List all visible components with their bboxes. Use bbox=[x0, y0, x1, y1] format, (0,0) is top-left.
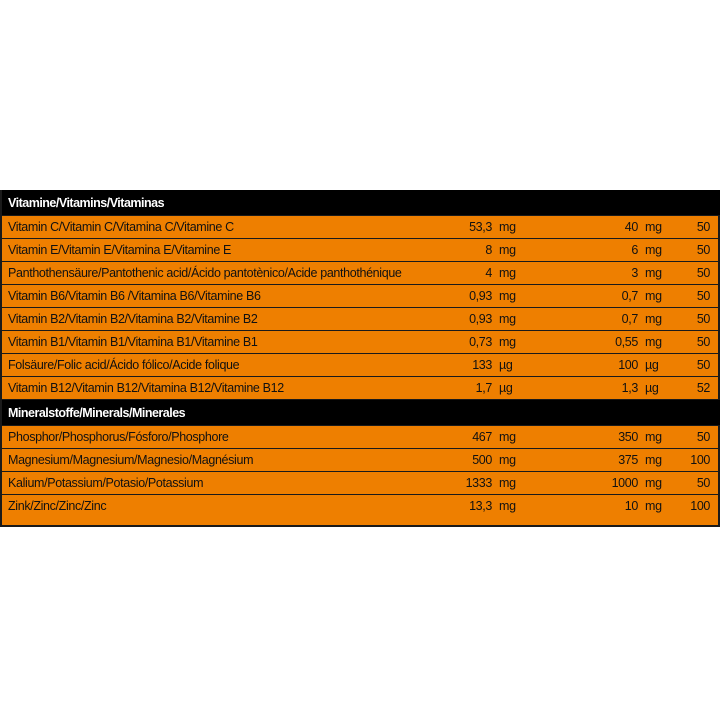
nutrient-row-vitamin-b12 bbox=[2, 377, 720, 400]
nutrient-name: Vitamin B1/Vitamin B1/Vitamina B1/Vitamine B1 bbox=[2, 331, 422, 354]
nutrient-name: Phosphor/Phosphorus/Fósforo/Phosphore bbox=[2, 426, 422, 449]
amount-value-1: 0,73 bbox=[422, 331, 492, 354]
amount-value-2: 6 bbox=[532, 239, 638, 262]
amount-unit-1: mg bbox=[492, 449, 532, 472]
nutrient-row-pantothenic-acid bbox=[2, 262, 720, 285]
amount-value-2: 3 bbox=[532, 262, 638, 285]
amount-value-1: 1333 bbox=[422, 472, 492, 495]
amount-value-1: 13,3 bbox=[469, 499, 492, 513]
reference-percent: 100 bbox=[668, 449, 720, 472]
nutrient-name: Kalium/Potassium/Potasio/Potassium bbox=[2, 472, 422, 495]
amount-value-2: 0,55 bbox=[532, 331, 638, 354]
amount-unit-2: mg bbox=[638, 426, 668, 449]
amount-value-2: 0,7 bbox=[532, 308, 638, 331]
reference-percent: 50 bbox=[668, 308, 720, 331]
amount-unit-2: mg bbox=[638, 472, 668, 495]
nutrition-table bbox=[2, 190, 720, 517]
amount-unit-2: mg bbox=[638, 285, 668, 308]
amount-value-1: 1,7 bbox=[422, 377, 492, 400]
section-title: Vitamine/Vitamins/Vitaminas bbox=[2, 190, 720, 216]
nutrient-row-folic-acid bbox=[2, 354, 720, 377]
amount-unit-2: mg bbox=[638, 239, 668, 262]
nutrient-row-potassium bbox=[2, 472, 720, 495]
amount-unit-2: mg bbox=[638, 216, 668, 239]
nutrient-name: Vitamin B2/Vitamin B2/Vitamina B2/Vitamine B2 bbox=[2, 308, 422, 331]
nutrient-name: Folsäure/Folic acid/Ácido fólico/Acide folique bbox=[2, 354, 422, 377]
amount-unit-2: mg bbox=[638, 449, 668, 472]
reference-percent: 50 bbox=[668, 354, 720, 377]
nutrient-row-vitamin-b1 bbox=[2, 331, 720, 354]
amount-unit-1: mg bbox=[499, 499, 516, 513]
nutrient-name: Zink/Zinc/Zinc/Zinc bbox=[8, 499, 107, 513]
section-header-vitamins bbox=[2, 190, 720, 216]
amount-value-1: 133 bbox=[422, 354, 492, 377]
nutrient-name: Magnesium/Magnesium/Magnesio/Magnésium bbox=[2, 449, 422, 472]
amount-value-1: 500 bbox=[422, 449, 492, 472]
nutrient-row-phosphorus bbox=[2, 426, 720, 449]
reference-percent: 50 bbox=[668, 216, 720, 239]
amount-unit-1: mg bbox=[492, 239, 532, 262]
amount-unit-1: mg bbox=[492, 331, 532, 354]
reference-percent: 50 bbox=[668, 285, 720, 308]
amount-unit-2: µg bbox=[638, 377, 668, 400]
nutrient-name: Panthothensäure/Pantothenic acid/Ácido pantotènico/Acide panthothénique bbox=[2, 262, 422, 285]
nutrient-name: Vitamin C/Vitamin C/Vitamina C/Vitamine C bbox=[2, 216, 422, 239]
amount-unit-1: mg bbox=[492, 308, 532, 331]
amount-value-2: 10 bbox=[624, 499, 638, 513]
amount-value-2: 375 bbox=[532, 449, 638, 472]
nutrient-name: Vitamin B6/Vitamin B6 /Vitamina B6/Vitamine B6 bbox=[2, 285, 422, 308]
nutrient-name: Vitamin E/Vitamin E/Vitamina E/Vitamine E bbox=[2, 239, 422, 262]
nutrient-row-vitamin-b6 bbox=[2, 285, 720, 308]
reference-percent: 52 bbox=[668, 377, 720, 400]
reference-percent: 100 bbox=[690, 499, 711, 513]
amount-value-1: 8 bbox=[422, 239, 492, 262]
amount-value-1: 467 bbox=[422, 426, 492, 449]
nutrient-row-vitamin-c bbox=[2, 216, 720, 239]
nutrition-table-panel bbox=[0, 190, 720, 527]
amount-unit-1: µg bbox=[492, 354, 532, 377]
amount-unit-2: mg bbox=[638, 331, 668, 354]
amount-value-2: 40 bbox=[532, 216, 638, 239]
amount-value-1: 4 bbox=[422, 262, 492, 285]
amount-value-2: 1000 bbox=[532, 472, 638, 495]
nutrient-row-vitamin-e bbox=[2, 239, 720, 262]
nutrient-row-zinc bbox=[2, 495, 720, 518]
amount-value-2: 1,3 bbox=[532, 377, 638, 400]
amount-unit-1: mg bbox=[492, 216, 532, 239]
amount-unit-2: mg bbox=[638, 262, 668, 285]
reference-percent: 50 bbox=[668, 331, 720, 354]
reference-percent: 50 bbox=[668, 239, 720, 262]
amount-unit-2: µg bbox=[638, 354, 668, 377]
amount-value-1: 0,93 bbox=[422, 308, 492, 331]
nutrient-row-vitamin-b2 bbox=[2, 308, 720, 331]
nutrient-name: Vitamin B12/Vitamin B12/Vitamina B12/Vitamine B12 bbox=[2, 377, 422, 400]
amount-unit-1: mg bbox=[492, 426, 532, 449]
reference-percent: 50 bbox=[668, 262, 720, 285]
amount-unit-1: mg bbox=[492, 472, 532, 495]
reference-percent: 50 bbox=[668, 426, 720, 449]
section-header-minerals bbox=[2, 400, 720, 426]
amount-value-2: 350 bbox=[532, 426, 638, 449]
amount-unit-1: mg bbox=[492, 285, 532, 308]
amount-value-1: 53,3 bbox=[422, 216, 492, 239]
nutrient-row-magnesium bbox=[2, 449, 720, 472]
amount-unit-2: mg bbox=[638, 308, 668, 331]
reference-percent: 50 bbox=[668, 472, 720, 495]
amount-value-2: 100 bbox=[532, 354, 638, 377]
amount-unit-1: µg bbox=[492, 377, 532, 400]
amount-unit-2: mg bbox=[645, 499, 662, 513]
section-title: Mineralstoffe/Minerals/Minerales bbox=[2, 400, 720, 426]
nutrition-table-body bbox=[2, 190, 720, 517]
amount-value-2: 0,7 bbox=[532, 285, 638, 308]
amount-unit-1: mg bbox=[492, 262, 532, 285]
amount-value-1: 0,93 bbox=[422, 285, 492, 308]
